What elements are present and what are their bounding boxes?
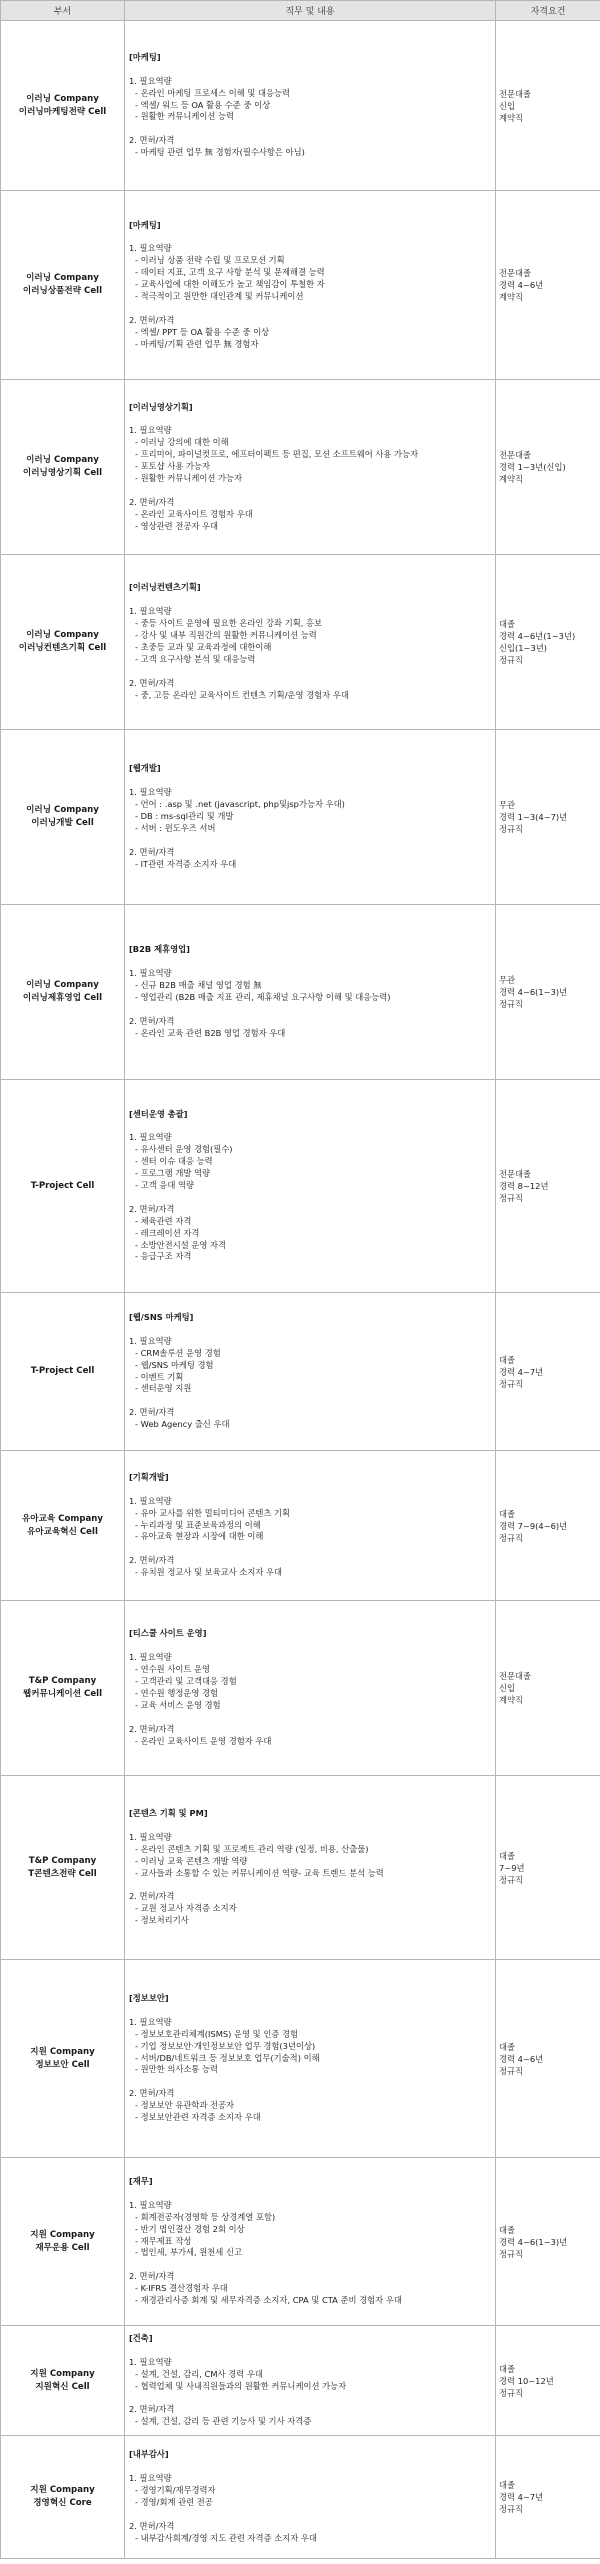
list-item: - 원활한 커뮤니케이션 가능자 [135,472,243,483]
table-row [1,1080,600,1293]
list-item: - 프로그램 개발 역량 [135,1168,211,1179]
duty-section-title: [티스쿨 사이트 운영] [129,1628,207,1639]
table-row [1,191,600,380]
qualification-cell: 대졸 경력 4~7년 정규직 [496,2436,600,2559]
list-item: - 정보보호관리체계(ISMS) 운영 및 인증 경험 [135,2028,299,2039]
list-item: - 온라인 교육사이트 경험자 우대 [135,508,253,519]
list-item: - 센터 이슈 대응 능력 [135,1156,213,1167]
duty-section-title: [웹/SNS 마케팅] [129,1311,194,1322]
group-title: 1. 필요역량 [129,1132,172,1143]
group-title: 2. 면허/자격 [129,314,175,325]
list-item: - 강사 및 내부 직원간의 원활한 커뮤니케이션 능력 [135,630,317,641]
duty-cell [125,905,496,1080]
qualification-cell: 전문대졸 신입 계약직 [496,1601,600,1776]
list-item: - 온라인 콘텐츠 기획 및 프로젝트 관리 역량 (일정, 비용, 산출물) [135,1843,369,1854]
duty-cell [125,1451,496,1601]
spacer [129,1712,491,1724]
list-item: - 정보처리기사 [135,1915,189,1926]
table-row [1,1776,600,1960]
list-item: - 유아교육 현장과 시장에 대한 이해 [135,1531,264,1542]
list-item: - 반기 법인결산 경험 2회 이상 [135,2223,245,2234]
group-title: 1. 필요역량 [129,2199,172,2210]
list-item: - 유아 교사를 위한 멀티미디어 콘텐츠 기획 [135,1507,291,1518]
spacer [129,1820,491,1832]
dept-cell: 지원 Company 재무운용 Cell [1,2158,125,2326]
qualification-cell: 전문대졸 경력 8~12년 정규직 [496,1080,600,1293]
list-item: - 법인세, 부가세, 원천세 신고 [135,2247,242,2258]
spacer [129,303,491,315]
spacer [129,2188,491,2200]
list-item: - 교원 정교사 자격증 소지자 [135,1903,237,1914]
table-row [1,2158,600,2326]
list-item: - 온라인 마케팅 프로세스 이해 및 대응능력 [135,87,291,98]
list-item: - 연수원 사이트 운영 [135,1664,211,1675]
group-title: 1. 필요역량 [129,787,172,798]
group-title: 2. 면허/자격 [129,1555,175,1566]
spacer [129,1324,491,1336]
qualification-cell: 무관 경력 4~6(1~3)년 정규직 [496,905,600,1080]
list-item: - 경영기획/재무경력자 [135,2485,216,2496]
group-title: 2. 면허/자격 [129,1723,175,1734]
duty-cell [125,2326,496,2436]
qualification-cell: 대졸 경력 4~7년 정규직 [496,1293,600,1451]
spacer [129,835,491,847]
list-item: - 이러닝 교육 콘텐츠 개발 역량 [135,1855,248,1866]
list-item: - 경영/회계 관련 전공 [135,2497,213,2507]
group-title: 2. 면허/자격 [129,2404,175,2415]
spacer [129,2509,491,2521]
list-item: - Web Agency 출신 우대 [135,1419,230,1430]
list-item: - 내부감사회계/경영 지도 관련 자격증 소지자 우대 [135,2532,317,2543]
duty-section-title: [마케팅] [129,219,161,230]
dept-cell: 지원 Company 경영혁신 Core [1,2436,125,2559]
table-row [1,1451,600,1601]
list-item: - 유치원 정교사 및 보육교사 소지자 우대 [135,1567,283,1578]
spacer [129,123,491,135]
list-item: - 엑셀/ 워드 등 OA 활용 수준 중 이상 [135,99,271,110]
table-row [1,21,600,191]
duty-cell [125,21,496,191]
list-item: - 초중등 교과 및 교육과정에 대한이해 [135,642,272,652]
table-row [1,2436,600,2559]
header-qual: 자격요건 [496,1,600,21]
spacer [129,2392,491,2404]
duty-cell [125,191,496,380]
list-item: - 재무제표 작성 [135,2235,192,2246]
list-item: - 정보보안 유관학과 전공자 [135,2100,235,2111]
spacer [129,666,491,678]
duty-section-title: [웹개발] [129,763,161,774]
list-item: - 연수원 행정운영 경험 [135,1688,219,1698]
dept-cell: 이러닝 Company 이러닝컨텐츠기획 Cell [1,555,125,730]
group-title: 2. 면허/자격 [129,846,175,857]
duty-cell [125,1776,496,1960]
spacer [129,1004,491,1016]
duty-cell [125,730,496,905]
table-row [1,555,600,730]
spacer [129,2076,491,2088]
group-title: 2. 면허/자격 [129,1891,175,1902]
table-row [1,905,600,1080]
list-item: - IT관련 자격증 소지자 우대 [135,858,237,869]
spacer [129,1543,491,1555]
list-item: - 레크레이션 자격 [135,1227,200,1238]
dept-cell: 지원 Company 정보보안 Cell [1,1960,125,2158]
list-item: - 설계, 건설, 감리, CM사 경력 우대 [135,2368,263,2379]
list-item: - 체육관련 자격 [135,1215,192,1226]
duty-cell [125,555,496,730]
list-item: - 이러닝 상품 전략 수립 및 프로모션 기획 [135,255,285,266]
spacer [129,1484,491,1496]
list-item: - 협력업체 및 사내직원들과의 원활한 커뮤니케이션 가능자 [135,2380,347,2391]
group-title: 2. 면허/자격 [129,135,175,146]
list-item: - 이벤트 기획 [135,1371,184,1382]
list-item: - CRM솔루션 운영 경험 [135,1347,221,1358]
qualification-cell: 전문대졸 신입 계약직 [496,21,600,191]
list-item: - 이러닝 강의에 대한 이해 [135,437,229,448]
spacer [129,64,491,76]
qualification-cell: 대졸 경력 7~9(4~6)년 정규직 [496,1451,600,1601]
dept-cell: 이러닝 Company 이러닝개발 Cell [1,730,125,905]
list-item: - 영업관리 (B2B 매출 지표 관리, 제휴채널 요구사항 이해 및 대응능력) [135,992,391,1002]
group-title: 1. 필요역량 [129,968,172,979]
spacer [129,2259,491,2271]
group-title: 1. 필요역량 [129,1652,172,1663]
duty-cell [125,1601,496,1776]
qualification-cell: 대졸 경력 4~6년 정규직 [496,1960,600,2158]
list-item: - 센터운영 지원 [135,1383,192,1394]
list-item: - 유사센터 운영 경험(필수) [135,1144,233,1155]
list-item: - 기업 정보보안·개인정보보안 업무 경험(3년이상) [135,2040,316,2051]
list-item: - 원활한 커뮤니케이션 능력 [135,111,235,122]
group-title: 1. 필요역량 [129,243,172,254]
dept-cell: 지원 Company 지원혁신 Cell [1,2326,125,2436]
list-item: - 설계, 건설, 감리 등 관련 기능사 및 기사 자격증 [135,2416,312,2427]
spacer [129,2345,491,2357]
table-row [1,380,600,555]
list-item: - 언어 : .asp 및 .net (javascript, php및jsp가능자 우대) [135,799,345,810]
list-item: - 응급구조 자격 [135,1251,192,1262]
list-item: - 마케팅/기획 관련 업무 無 경험자 [135,338,259,349]
group-title: 1. 필요역량 [129,2473,172,2484]
qualification-cell: 대졸 경력 4~6(1~3)년 정규직 [496,2158,600,2326]
group-title: 2. 면허/자격 [129,2088,175,2099]
group-title: 2. 면허/자격 [129,2271,175,2282]
duty-section-title: [이러닝영상기획] [129,401,193,412]
dept-cell: T&P Company T콘텐츠전략 Cell [1,1776,125,1960]
duty-cell [125,1293,496,1451]
dept-cell: T-Project Cell [1,1080,125,1293]
list-item: - 회계전공자(경영학 등 상경계열 포함) [135,2211,276,2222]
duty-section-title: [기획개발] [129,1471,169,1482]
dept-cell: 이러닝 Company 이러닝마케팅전략 Cell [1,21,125,191]
group-title: 1. 필요역량 [129,425,172,436]
list-item: - 교육 서비스 운영 경험 [135,1699,221,1710]
qualification-cell: 전문대졸 경력 1~3년(신입) 계약직 [496,380,600,555]
group-title: 2. 면허/자격 [129,1203,175,1214]
list-item: - 프리미어, 파이널컷프로, 에프터이펙트 등 편집, 모션 소프트웨어 사용 가능자 [135,449,419,460]
duty-section-title: [이러닝컨텐츠기획] [129,582,201,593]
header-duty: 직무 및 내용 [125,1,496,21]
spacer [129,1640,491,1652]
list-item: - 포토샵 사용 가능자 [135,461,211,472]
group-title: 1. 필요역량 [129,75,172,86]
duty-section-title: [재무] [129,2176,153,2187]
group-title: 1. 필요역량 [129,1335,172,1346]
list-item: - 고객 응대 역량 [135,1180,194,1191]
spacer [129,485,491,497]
group-title: 2. 면허/자격 [129,1407,175,1418]
qualification-cell: 대졸 경력 10~12년 정규직 [496,2326,600,2436]
table-row [1,1601,600,1776]
duty-section-title: [센터운영 총괄] [129,1108,188,1119]
group-title: 1. 필요역량 [129,606,172,617]
group-title: 1. 필요역량 [129,1495,172,1506]
spacer [129,775,491,787]
list-item: - 영상관련 전공자 우대 [135,520,219,531]
dept-cell: 이러닝 Company 이러닝영상기획 Cell [1,380,125,555]
duty-cell [125,380,496,555]
list-item: - 엑셀/ PPT 등 OA 활용 수준 중 이상 [135,326,270,337]
duty-section-title: [콘텐츠 기획 및 PM] [129,1807,208,1818]
list-item: - DB : ms-sql관리 및 개발 [135,811,234,822]
group-title: 1. 필요역량 [129,2016,172,2027]
list-item: - 서버 : 윈도우즈 서버 [135,822,216,833]
list-item: - 고객관리 및 고객대응 경험 [135,1676,237,1687]
group-title: 2. 면허/자격 [129,2520,175,2531]
duty-section-title: [내부감사] [129,2449,169,2460]
qualification-cell: 무관 경력 1~3(4~7)년 정규직 [496,730,600,905]
list-item: - 누리과정 및 표준보육과정의 이해 [135,1519,261,1530]
group-title: 1. 필요역량 [129,2356,172,2367]
table-row [1,730,600,905]
spacer [129,2005,491,2017]
list-item: - 재경관리사증 회계 및 세무자격증 소지자, CPA 및 CTA 준비 경험자 우대 [135,2295,402,2306]
dept-cell: T-Project Cell [1,1293,125,1451]
duty-section-title: [마케팅] [129,51,161,62]
list-item: - 정보보안관련 자격증 소지자 우대 [135,2112,261,2123]
list-item: - 중, 고등 온라인 교육사이트 컨텐츠 기획/운영 경험자 우대 [135,689,349,700]
list-item: - 온라인 교육사이트 운영 경험자 우대 [135,1735,272,1746]
list-item: - 신규 B2B 매출 채널 영업 경험 無 [135,980,262,991]
list-item: - 웹/SNS 마케팅 경험 [135,1359,214,1370]
list-item: - 원만한 의사소통 능력 [135,2064,219,2075]
table-row [1,2326,600,2436]
duty-cell [125,2158,496,2326]
group-title: 2. 면허/자격 [129,677,175,688]
list-item: - 적극적이고 원만한 대인관계 및 커뮤니케이션 [135,290,304,301]
spacer [129,1879,491,1891]
list-item: - K-IFRS 결산경험자 우대 [135,2283,228,2294]
table-header-row [1,1,600,21]
table-row [1,1960,600,2158]
duty-cell [125,1960,496,2158]
table-body [1,21,600,2559]
dept-cell: 이러닝 Company 이러닝상품전략 Cell [1,191,125,380]
duty-cell [125,1080,496,1293]
group-title: 2. 면허/자격 [129,496,175,507]
spacer [129,956,491,968]
dept-cell: 이러닝 Company 이러닝제휴영업 Cell [1,905,125,1080]
spacer [129,231,491,243]
spacer [129,1121,491,1133]
list-item: - 교육사업에 대한 이해도가 높고 책임감이 투철한 자 [135,279,325,290]
dept-cell: T&P Company 웹커뮤니케이션 Cell [1,1601,125,1776]
dept-cell: 유아교육 Company 유아교육혁신 Cell [1,1451,125,1601]
spacer [129,594,491,606]
list-item: - 온라인 교육 관련 B2B 영업 경험자 우대 [135,1027,286,1038]
spacer [129,413,491,425]
group-title: 1. 필요역량 [129,1831,172,1842]
list-item: - 고객 요구사항 분석 및 대응능력 [135,653,256,664]
list-item: - 소방안전시설 운영 자격 [135,1239,227,1250]
qualification-cell: 전문대졸 경력 4~6년 계약직 [496,191,600,380]
list-item: - 서버/DB/네트워크 등 정보보호 업무(기술적) 이해 [135,2052,320,2063]
spacer [129,1395,491,1407]
list-item: - 중등 사이트 운영에 필요한 온라인 강좌 기획, 홍보 [135,618,323,629]
duty-section-title: [정보보안] [129,1993,169,2004]
list-item: - 교사들과 소통할 수 있는 커뮤니케이션 역량- 교육 트렌드 분석 능력 [135,1867,384,1878]
group-title: 2. 면허/자격 [129,1015,175,1026]
duty-section-title: [B2B 제휴영업] [129,944,190,955]
qualification-cell: 대졸 경력 4~6년(1~3년) 신입(1~3년) 정규직 [496,555,600,730]
table-row [1,1293,600,1451]
qualification-cell: 대졸 7~9년 정규직 [496,1776,600,1960]
spacer [129,1192,491,1204]
header-dept: 부서 [1,1,125,21]
list-item: - 데이터 지표, 고객 요구 사항 분석 및 문제해결 능력 [135,267,325,278]
duty-cell [125,2436,496,2559]
duty-section-title: [건축] [129,2332,153,2343]
spacer [129,2461,491,2473]
list-item: - 마케팅 관련 업무 無 경험자(필수사항은 아님) [135,147,305,158]
